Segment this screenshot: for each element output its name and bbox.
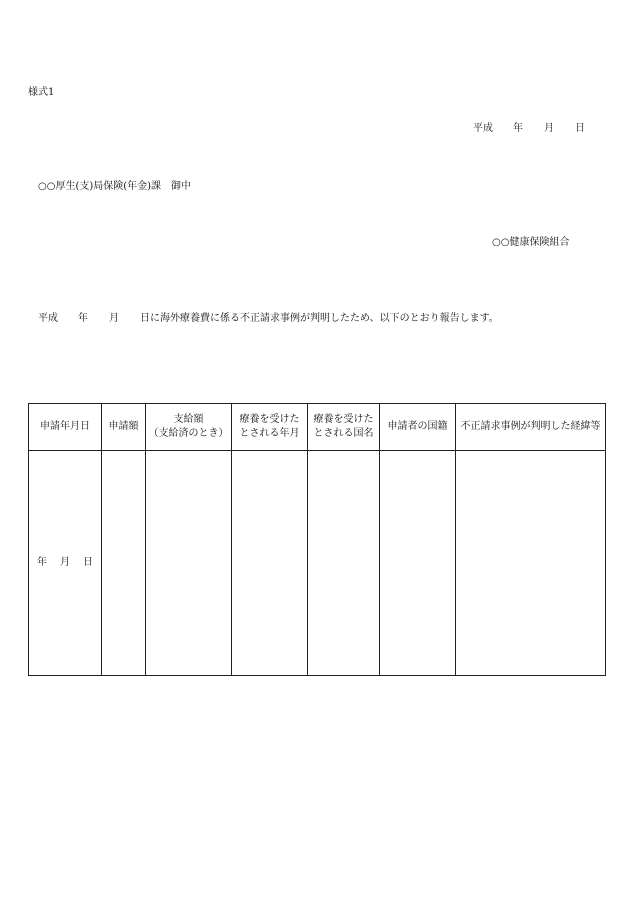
cell-fraud-details[interactable]	[456, 451, 606, 676]
header-treatment-month-line2: とされる年月	[239, 428, 300, 439]
cell-application-date[interactable]	[29, 451, 102, 676]
header-payment-amount-note: （支給済のとき）	[148, 428, 229, 439]
cell-date-day: 日	[83, 557, 93, 568]
statement-era: 平成	[38, 313, 58, 324]
table-header-row	[29, 404, 606, 451]
cell-applicant-nationality[interactable]	[380, 451, 456, 676]
header-treatment-month	[232, 404, 308, 451]
header-application-amount	[102, 404, 146, 451]
report-date-era: 平成	[473, 123, 493, 134]
cell-date-month: 月	[60, 557, 70, 568]
header-payment-amount-label: 支給額	[173, 414, 204, 425]
header-treatment-month-line1: 療養を受けた	[239, 414, 300, 425]
cell-application-amount[interactable]	[102, 451, 146, 676]
header-treatment-country-line2: とされる国名	[313, 428, 374, 439]
report-date-day: 日	[575, 123, 585, 134]
cell-treatment-country[interactable]	[308, 451, 380, 676]
header-application-date	[29, 404, 102, 451]
statement-month: 月	[109, 313, 119, 324]
header-fraud-details	[456, 404, 606, 451]
report-date-year: 年	[513, 123, 523, 134]
recipient-address: ○○厚生(支)局保険(年金)課 御中	[38, 181, 192, 192]
header-application-amount-label: 申請額	[108, 421, 139, 432]
table-row	[29, 451, 606, 676]
cell-payment-amount[interactable]	[146, 451, 232, 676]
header-payment-amount	[146, 404, 232, 451]
form-number-label: 様式1	[28, 87, 55, 98]
statement-text: 日に海外療養費に係る不正請求事例が判明したため、以下のとおり報告します。	[140, 313, 499, 324]
header-treatment-country-line1: 療養を受けた	[313, 414, 374, 425]
header-application-date-label: 申請年月日	[40, 421, 90, 432]
header-fraud-details-label: 不正請求事例が判明した経緯等	[460, 421, 601, 432]
header-applicant-nationality-label: 申請者の国籍	[387, 421, 448, 432]
report-statement	[38, 313, 499, 325]
header-applicant-nationality	[380, 404, 456, 451]
header-treatment-country	[308, 404, 380, 451]
report-date-month: 月	[544, 123, 554, 134]
report-date	[473, 123, 585, 135]
statement-year: 年	[78, 313, 88, 324]
report-table	[28, 403, 606, 676]
cell-date-year: 年	[37, 557, 47, 568]
cell-treatment-month[interactable]	[232, 451, 308, 676]
sender-name: ○○健康保険組合	[492, 237, 570, 248]
